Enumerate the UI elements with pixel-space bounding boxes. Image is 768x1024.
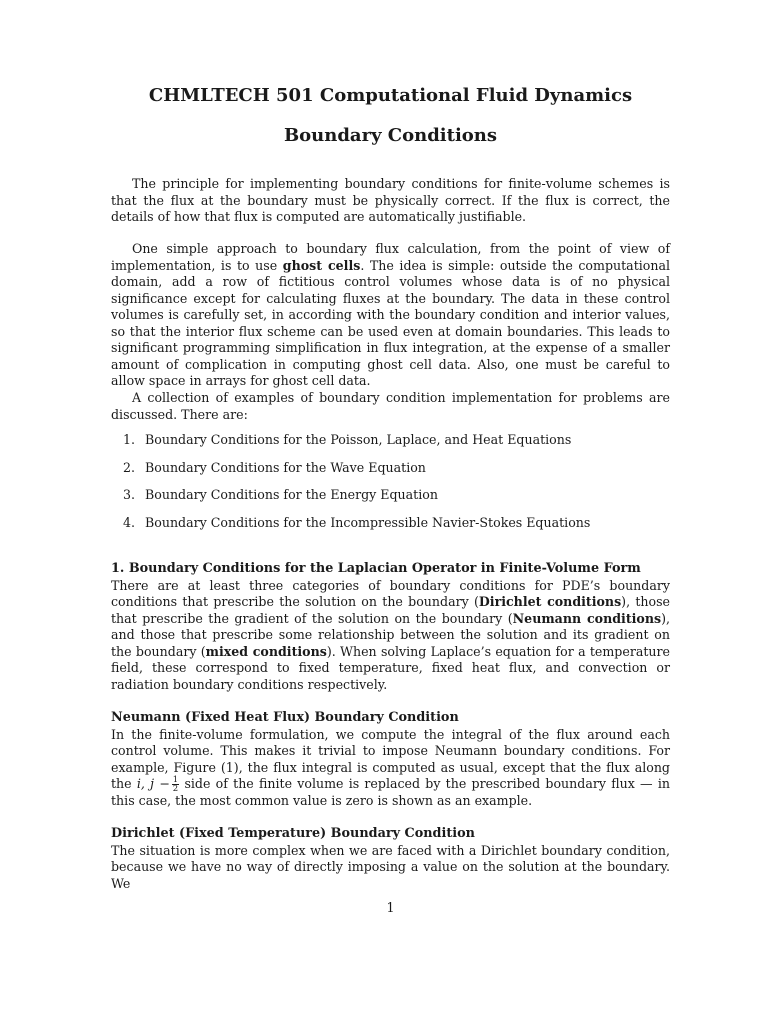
intro-paragraph-1: The principle for implementing boundary conditions for finite-volume schemes is that the flux at the boundary must be physically correct. If the flux is correct, the details of how that flux is computed are automatically justifiable. bbox=[111, 176, 670, 224]
intro-p2-text-after: . The idea is simple: outside the computational domain, add a row of fictitious control volumes whose data is of no physical significance except for calculating fluxes at the boundary. The data in these control volumes is carefully set, in according with the boundary condition and interior values, so that the interior flux scheme can be used even at domain boundaries. This leads to significant programming simplification in flux integration, at the expense of a smaller amount of complication in computing ghost cell data. Also, one must be careful to allow space in arrays for ghost cell data. bbox=[111, 257, 671, 388]
list-item-text: Boundary Conditions for the Incompressible Navier-Stokes Equations bbox=[145, 514, 591, 530]
mixed-term: mixed conditions bbox=[205, 643, 327, 659]
section-dirichlet bbox=[111, 826, 670, 892]
neumann-term: Neumann conditions bbox=[512, 610, 662, 626]
fraction-denominator: 2 bbox=[172, 784, 179, 794]
section-text: ), and those that prescribe some relationship between the solution and its gradient on the boundary ( bbox=[111, 610, 670, 659]
dirichlet-paragraph: The situation is more complex when we are faced with a Dirichlet boundary condition, because we have no way of directly imposing a value on the solution at the boundary. We bbox=[111, 842, 670, 891]
list-item-text: Boundary Conditions for the Wave Equation bbox=[145, 459, 426, 475]
dirichlet-heading: Dirichlet (Fixed Temperature) Boundary Condition bbox=[111, 826, 475, 841]
list-item bbox=[111, 515, 670, 543]
list-item-number: 1. bbox=[123, 432, 136, 447]
section-laplacian bbox=[111, 561, 670, 693]
examples-list bbox=[111, 432, 670, 542]
list-item-text: Boundary Conditions for the Poisson, Laplace, and Heat Equations bbox=[145, 432, 572, 447]
list-item bbox=[111, 432, 670, 460]
list-item-number: 3. bbox=[123, 487, 136, 502]
intro-paragraph-2 bbox=[111, 241, 670, 390]
list-item bbox=[111, 460, 670, 488]
ghost-cells-term: ghost cells bbox=[282, 257, 361, 273]
neumann-text-after: side of the finite volume is replaced by the prescribed boundary flux — in this case, the most common value is zero is shown as an example. bbox=[111, 776, 670, 808]
dirichlet-term: Dirichlet conditions bbox=[478, 594, 622, 609]
section-text: ), those that prescribe the gradient of the solution on the boundary ( bbox=[111, 594, 670, 626]
neumann-text-before: In the finite-volume formulation, we compute the integral of the flux around each control volume. This makes it trivial to impose Neumann boundary conditions. For example, Figure (1), the flux integral is computed as usual, except that the flux along the bbox=[111, 726, 670, 791]
page-number: 1 bbox=[386, 900, 395, 915]
math-index: i, j − bbox=[136, 776, 170, 791]
list-item-text: Boundary Conditions for the Energy Equation bbox=[145, 487, 438, 502]
section-heading: 1. Boundary Conditions for the Laplacian Operator in Finite-Volume Form bbox=[111, 561, 641, 576]
list-item-number: 4. bbox=[123, 514, 136, 530]
list-item bbox=[111, 487, 670, 515]
section-text: ). When solving Laplace’s equation for a temperature field, these correspond to fixed temperature, fixed heat flux, and convection or radiation boundary conditions respectively. bbox=[111, 643, 670, 692]
neumann-heading: Neumann (Fixed Heat Flux) Boundary Condition bbox=[111, 710, 459, 725]
intro-p2-text-before: One simple approach to boundary flux calculation, from the point of view of implementation, is to use bbox=[111, 241, 670, 273]
list-item-number: 2. bbox=[123, 459, 136, 475]
intro-paragraph-3: A collection of examples of boundary condition implementation for problems are discussed. There are: bbox=[111, 390, 670, 422]
section-paragraph bbox=[111, 578, 670, 694]
neumann-paragraph bbox=[111, 727, 670, 810]
document-title: CHMLTECH 501 Computational Fluid Dynamics bbox=[148, 85, 633, 106]
section-text: There are at least three categories of boundary conditions for PDE’s boundary conditions that prescribe the solution on the boundary ( bbox=[111, 577, 670, 609]
fraction-numerator: 1 bbox=[172, 775, 179, 785]
document-subtitle: Boundary Conditions bbox=[283, 125, 498, 146]
section-neumann bbox=[111, 710, 670, 810]
